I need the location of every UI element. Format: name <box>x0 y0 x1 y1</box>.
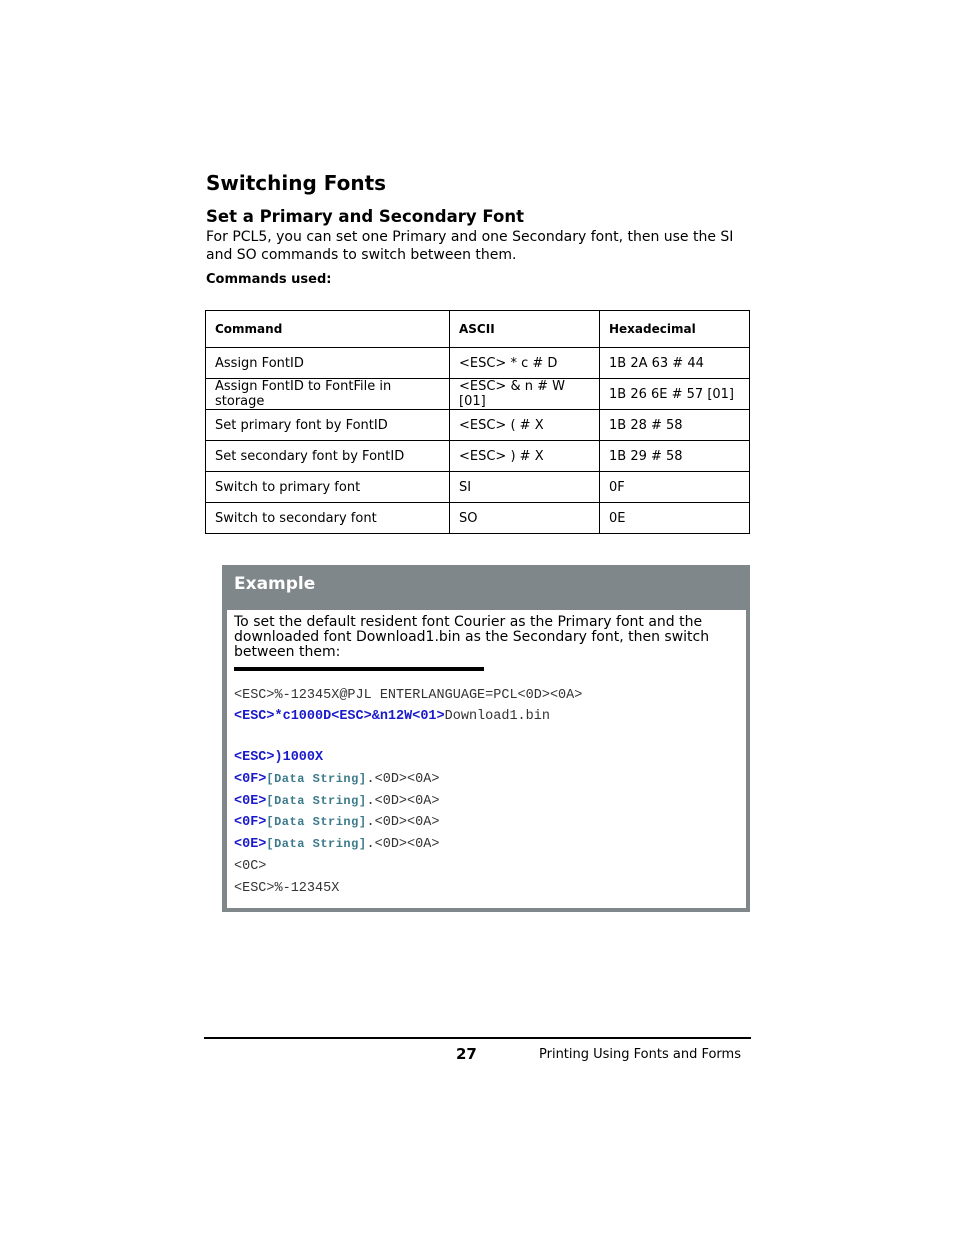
table-cell: <ESC> & n # W [01] <box>450 379 600 410</box>
code-command: <0F> <box>234 815 267 830</box>
code-line: <0C> <box>234 859 267 874</box>
table-cell: 1B 26 6E # 57 [01] <box>600 379 750 410</box>
code-line <box>234 794 439 809</box>
code-text: .<0D><0A> <box>366 794 440 809</box>
code-text: .<0D><0A> <box>366 815 440 830</box>
footer-title: Printing Using Fonts and Forms <box>539 1047 741 1062</box>
code-text: .<0D><0A> <box>366 772 440 787</box>
section-title: Set a Primary and Secondary Font <box>206 207 524 226</box>
code-line <box>234 837 439 852</box>
footer-divider <box>204 1037 751 1039</box>
table-cell: SI <box>450 472 600 503</box>
code-text: .<0D><0A> <box>366 837 440 852</box>
code-command: <0F> <box>234 772 267 787</box>
code-line <box>234 709 550 724</box>
column-header: Command <box>206 311 450 348</box>
example-body <box>227 610 746 908</box>
table-cell: <ESC> * c # D <box>450 348 600 379</box>
commands-label: Commands used: <box>206 272 332 287</box>
code-line: <ESC>%-12345X <box>234 881 340 896</box>
example-title: Example <box>234 574 316 594</box>
table-cell: Assign FontID to FontFile in storage <box>206 379 450 410</box>
commands-table <box>205 310 750 534</box>
table-cell: <ESC> ) # X <box>450 441 600 472</box>
table-cell: SO <box>450 503 600 534</box>
table-row <box>206 379 750 410</box>
code-placeholder: [Data String] <box>266 815 367 829</box>
table-cell: 1B 29 # 58 <box>600 441 750 472</box>
example-box <box>222 565 750 912</box>
table-header-row <box>206 311 750 348</box>
code-placeholder: [Data String] <box>266 772 367 786</box>
table-row <box>206 441 750 472</box>
table-cell: Set primary font by FontID <box>206 410 450 441</box>
table-cell: 1B 2A 63 # 44 <box>600 348 750 379</box>
code-command: <0E> <box>234 794 267 809</box>
table-cell: Set secondary font by FontID <box>206 441 450 472</box>
table-cell: 0F <box>600 472 750 503</box>
table-cell: Assign FontID <box>206 348 450 379</box>
code-line <box>234 815 439 830</box>
code-line: <ESC>)1000X <box>234 750 324 765</box>
table-cell: Switch to secondary font <box>206 503 450 534</box>
table-cell: Switch to primary font <box>206 472 450 503</box>
table-cell: <ESC> ( # X <box>450 410 600 441</box>
page-number: 27 <box>456 1045 477 1063</box>
code-command: <ESC>*c1000D<ESC>&n12W<01> <box>234 709 445 724</box>
table-row <box>206 472 750 503</box>
code-line: <ESC>%-12345X@PJL ENTERLANGUAGE=PCL<0D><0A> <box>234 688 583 703</box>
intro-paragraph: For PCL5, you can set one Primary and one Secondary font, then use the SI and SO commands to switch between them. <box>206 229 734 263</box>
code-placeholder: [Data String] <box>266 794 367 808</box>
page-title: Switching Fonts <box>206 171 387 195</box>
example-description: To set the default resident font Courier as the Primary font and the downloaded font Download1.bin as the Secondary font, then switch between them: <box>234 614 710 660</box>
table-cell: 0E <box>600 503 750 534</box>
table-row <box>206 503 750 534</box>
table-row <box>206 348 750 379</box>
code-line <box>234 772 439 787</box>
column-header: ASCII <box>450 311 600 348</box>
code-placeholder: [Data String] <box>266 837 367 851</box>
code-command: <0E> <box>234 837 267 852</box>
table-row <box>206 410 750 441</box>
table-cell: 1B 28 # 58 <box>600 410 750 441</box>
column-header: Hexadecimal <box>600 311 750 348</box>
code-text: Download1.bin <box>444 709 550 724</box>
